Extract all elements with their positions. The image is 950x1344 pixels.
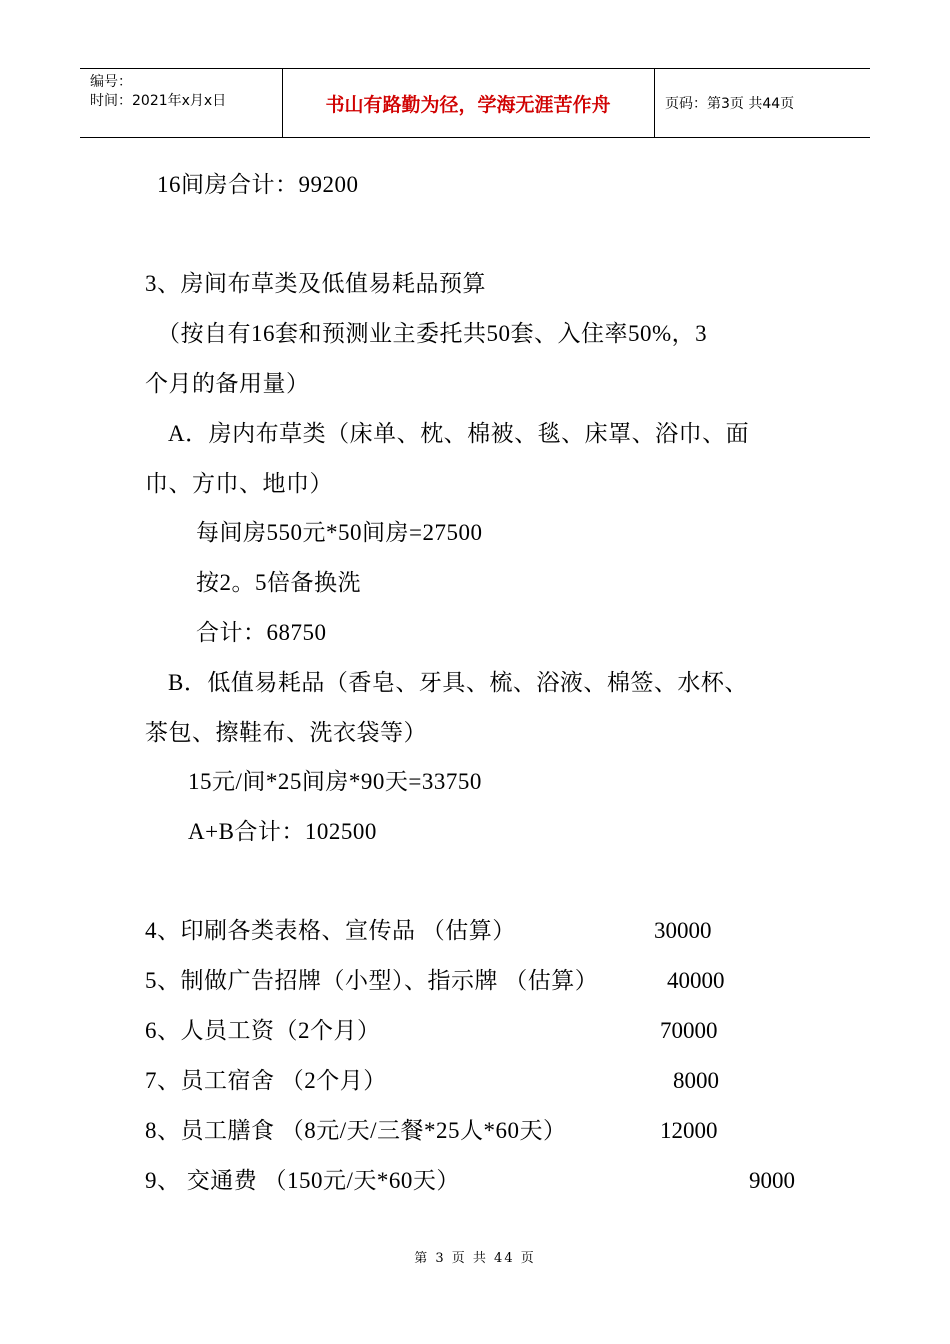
budget-item-label: 8、员工膳食 （8元/天/三餐*25人*60天） (145, 1118, 567, 1143)
budget-item-amount: 9000 (749, 1168, 795, 1193)
budget-item-amount: 40000 (667, 968, 725, 993)
budget-item-amount: 30000 (654, 918, 712, 943)
item-a-calc: 每间房550元*50间房=27500 (196, 520, 483, 545)
item-a-title-line2: 巾、方巾、地巾） (145, 471, 333, 496)
item-b-title-line2: 茶包、擦鞋布、洗衣袋等） (145, 720, 427, 745)
number-label: 编号： (90, 74, 132, 90)
budget-item-label: 5、制做广告招牌（小型）、指示牌 （估算） (145, 968, 599, 993)
item-b-calc: 15元/间*25间房*90天=33750 (188, 769, 482, 794)
item-a-wash-factor: 按2。5倍备换洗 (196, 570, 361, 595)
budget-item-label: 7、员工宿舍 （2个月） (145, 1068, 387, 1093)
budget-item-label: 4、印刷各类表格、宣传品 （估算） (145, 918, 516, 943)
budget-item-amount: 70000 (660, 1018, 718, 1043)
item-a-title-line1: A．房内布草类（床单、枕、棉被、毯、床罩、浴巾、面 (168, 421, 750, 446)
header-motto: 书山有路勤为径，学海无涯苦作舟 (325, 93, 611, 116)
section-3-title: 3、房间布草类及低值易耗品预算 (145, 271, 486, 296)
header-page-info: 页码：第3页 共44页 (665, 96, 795, 112)
budget-item-label: 6、人员工资（2个月） (145, 1018, 381, 1043)
a-plus-b-total: A+B合计：102500 (188, 819, 377, 844)
budget-item-label: 9、 交通费 （150元/天*60天） (145, 1168, 460, 1193)
header-meta (90, 73, 226, 111)
section-3-note-line1: （按自有16套和预测业主委托共50套、入住率50%，3 (157, 321, 708, 346)
item-b-title-line1: B．低值易耗品（香皂、牙具、梳、浴液、棉签、水杯、 (168, 670, 748, 695)
section-3-note-line2: 个月的备用量） (145, 371, 310, 396)
time-label: 时间：2021年x月x日 (90, 93, 227, 109)
budget-item-amount: 12000 (660, 1118, 718, 1143)
header-divider-right (654, 69, 655, 137)
page-footer: 第 3 页 共 44 页 (414, 1251, 536, 1266)
rooms-total-line: 16间房合计：99200 (157, 172, 359, 197)
page-header (80, 68, 870, 138)
budget-item-amount: 8000 (673, 1068, 719, 1093)
item-a-total: 合计：68750 (196, 620, 327, 645)
